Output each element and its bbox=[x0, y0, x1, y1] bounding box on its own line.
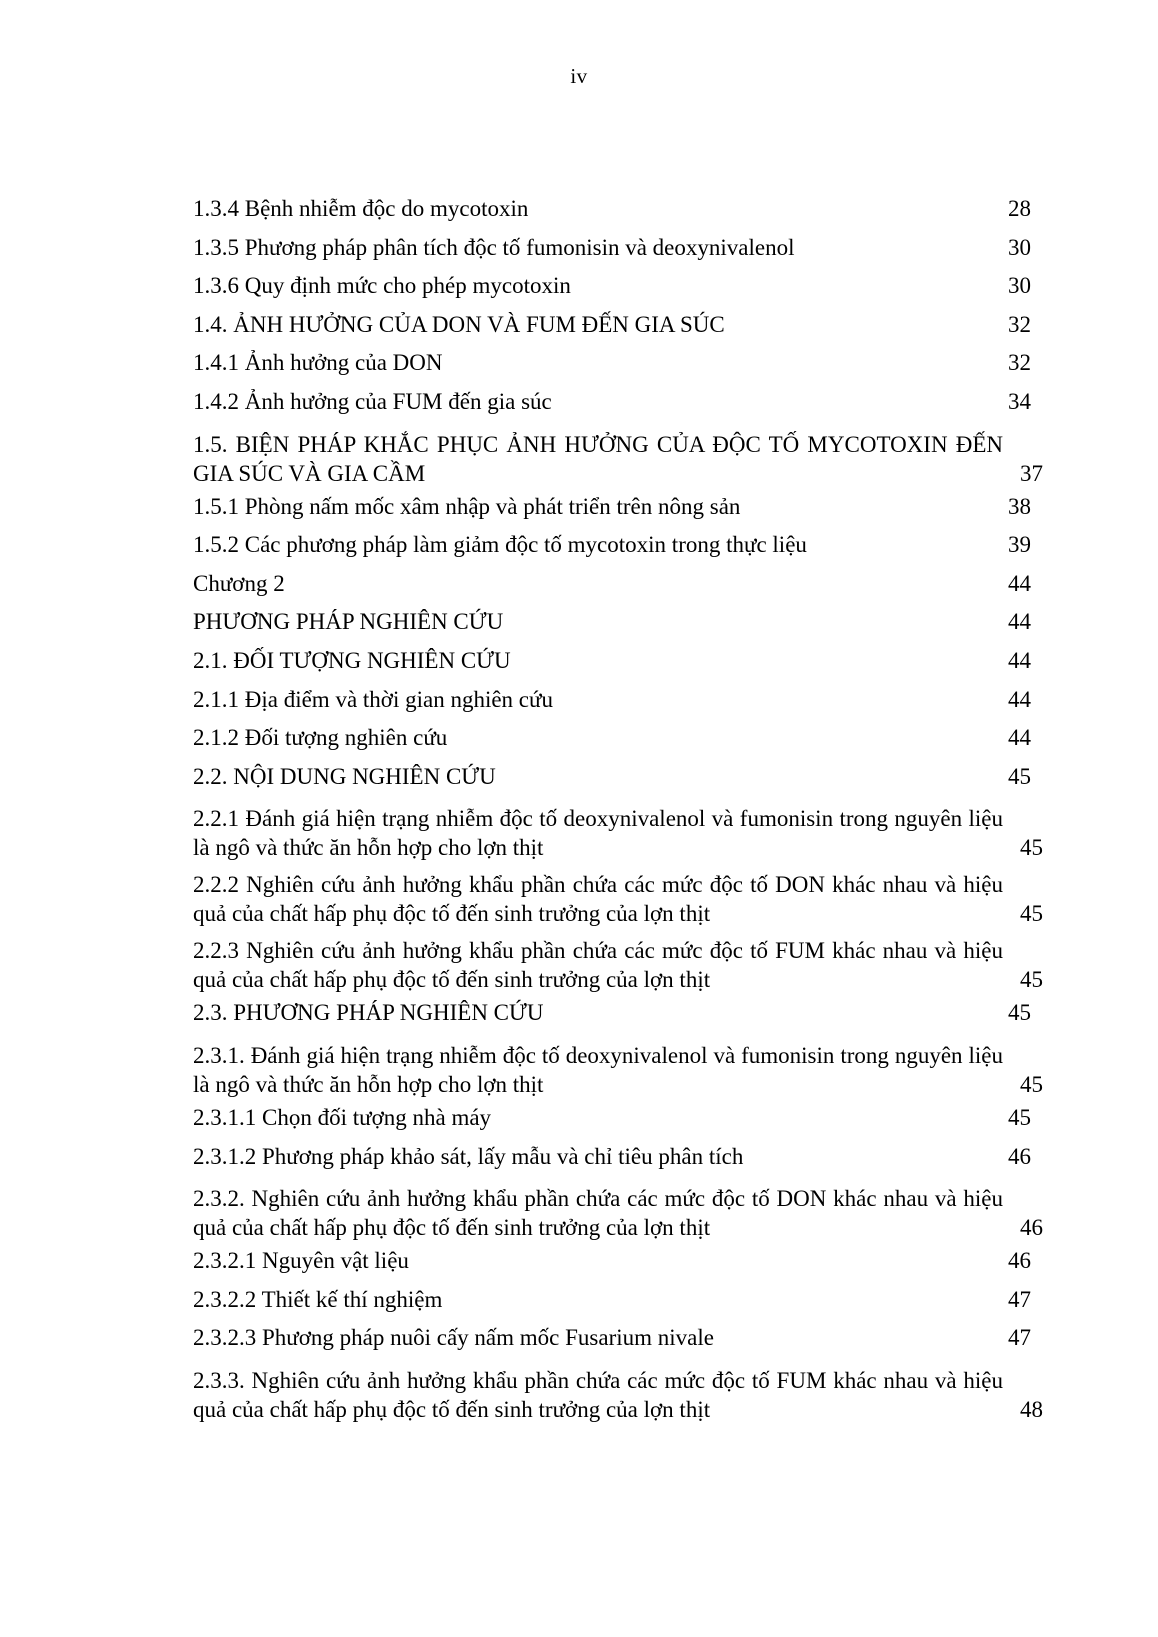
toc-entry-title: 2.3.2.3 Phương pháp nuôi cấy nấm mốc Fusarium nivale bbox=[193, 1325, 714, 1351]
toc-entry-title: 1.4.1 Ảnh hưởng của DON bbox=[193, 350, 443, 376]
toc-entry-title: 1.4.2 Ảnh hưởng của FUM đến gia súc bbox=[193, 388, 552, 414]
toc-entry-page-number: 47 bbox=[1008, 1286, 1031, 1312]
toc-entry-title: 2.3.1. Đánh giá hiện trạng nhiễm độc tố deoxynivalenol và fumonisin trong nguyên liệu là ngô và thức ăn hỗn hợp cho lợn thịt bbox=[193, 1042, 1003, 1097]
toc-entry-page-number: 44 bbox=[1008, 725, 1031, 751]
toc-entry-page-number: 46 bbox=[1008, 1248, 1031, 1274]
toc-entry-page-number: 45 bbox=[1008, 1000, 1031, 1026]
toc-entry-page-number: 45 bbox=[1020, 901, 1043, 927]
toc-entry[interactable] bbox=[193, 383, 1031, 422]
toc-entry[interactable] bbox=[193, 1033, 1043, 1099]
toc-entry[interactable] bbox=[193, 306, 1031, 345]
toc-entry-page-number: 37 bbox=[1020, 460, 1043, 486]
toc-entry-title: 2.2.1 Đánh giá hiện trạng nhiễm độc tố deoxynivalenol và fumonisin trong nguyên liệu là ngô và thức ăn hỗn hợp cho lợn thịt bbox=[193, 806, 1003, 861]
toc-entry-title: 2.3.2. Nghiên cứu ảnh hưởng khẩu phần chứa các mức độc tố DON khác nhau và hiệu quả của chất hấp phụ độc tố đến sinh trưởng của lợn thịt bbox=[193, 1186, 1003, 1241]
toc-entry-page-number: 45 bbox=[1008, 763, 1031, 789]
toc-entry-title: 1.3.4 Bệnh nhiễm độc do mycotoxin bbox=[193, 196, 529, 221]
toc-entry[interactable] bbox=[193, 994, 1031, 1033]
toc-entry-page-number: 46 bbox=[1008, 1143, 1031, 1169]
toc-entry-page-number: 45 bbox=[1008, 1104, 1031, 1130]
toc-entry[interactable] bbox=[193, 1281, 1031, 1320]
toc-entry[interactable] bbox=[193, 719, 1031, 758]
toc-entry-page-number: 44 bbox=[1008, 609, 1031, 635]
toc-entry[interactable] bbox=[193, 862, 1043, 928]
toc-entry-title: 2.2.3 Nghiên cứu ảnh hưởng khẩu phần chứa các mức độc tố FUM khác nhau và hiệu quả của chất hấp phụ độc tố đến sinh trưởng của lợn thịt bbox=[193, 938, 1003, 993]
toc-entry-page-number: 28 bbox=[1008, 196, 1031, 221]
toc-entry-title: 1.5. BIỆN PHÁP KHẮC PHỤC ẢNH HƯỞNG CỦA ĐỘC TỐ MYCOTOXIN ĐẾN GIA SÚC VÀ GIA CẦM bbox=[193, 431, 1003, 486]
toc-entry-title: 2.1. ĐỐI TƯỢNG NGHIÊN CỨU bbox=[193, 647, 511, 673]
toc-entry[interactable] bbox=[193, 488, 1031, 527]
toc-entry[interactable] bbox=[193, 267, 1031, 306]
toc-entry-page-number: 44 bbox=[1008, 570, 1031, 596]
toc-entry-title: 1.5.1 Phòng nấm mốc xâm nhập và phát triển trên nông sản bbox=[193, 493, 741, 519]
toc-entry-title: 2.3. PHƯƠNG PHÁP NGHIÊN CỨU bbox=[193, 1000, 544, 1026]
toc-entry-page-number: 45 bbox=[1020, 835, 1043, 861]
toc-entry-page-number: 38 bbox=[1008, 493, 1031, 519]
toc-entry-title: 1.3.6 Quy định mức cho phép mycotoxin bbox=[193, 273, 571, 299]
toc-entry[interactable] bbox=[193, 190, 1031, 229]
toc-entry-title: PHƯƠNG PHÁP NGHIÊN CỨU bbox=[193, 609, 504, 635]
toc-entry[interactable] bbox=[193, 1099, 1031, 1138]
toc-entry-page-number: 32 bbox=[1008, 311, 1031, 337]
toc-entry-page-number: 44 bbox=[1008, 686, 1031, 712]
toc-entry[interactable] bbox=[193, 1242, 1031, 1281]
toc-entry[interactable] bbox=[193, 681, 1031, 720]
toc-entry[interactable] bbox=[193, 642, 1031, 681]
toc-entry-title: 2.3.2.2 Thiết kế thí nghiệm bbox=[193, 1286, 443, 1312]
toc-entry-title: 2.2.2 Nghiên cứu ảnh hưởng khẩu phần chứa các mức độc tố DON khác nhau và hiệu quả của chất hấp phụ độc tố đến sinh trưởng của lợn thịt bbox=[193, 872, 1003, 927]
toc-entry-title: 2.2. NỘI DUNG NGHIÊN CỨU bbox=[193, 763, 496, 789]
toc-entry-page-number: 30 bbox=[1008, 234, 1031, 260]
toc-entry-title: 1.5.2 Các phương pháp làm giảm độc tố mycotoxin trong thực liệu bbox=[193, 532, 807, 558]
toc-entry-title: 1.4. ẢNH HƯỞNG CỦA DON VÀ FUM ĐẾN GIA SÚC bbox=[193, 311, 725, 337]
page-number: iv bbox=[570, 64, 588, 88]
toc-entry[interactable] bbox=[193, 229, 1031, 268]
toc-entry-title: 2.3.1.2 Phương pháp khảo sát, lấy mẫu và chỉ tiêu phân tích bbox=[193, 1143, 744, 1169]
toc-entry-page-number: 44 bbox=[1008, 647, 1031, 673]
toc-entry-page-number: 30 bbox=[1008, 273, 1031, 299]
toc-entry-page-number: 47 bbox=[1008, 1325, 1031, 1351]
toc-entry[interactable] bbox=[193, 565, 1031, 604]
toc-entry-page-number: 45 bbox=[1020, 1071, 1043, 1097]
toc-entry[interactable] bbox=[193, 1319, 1031, 1358]
toc-entry[interactable] bbox=[193, 526, 1031, 565]
toc-entry-title: 2.3.3. Nghiên cứu ảnh hưởng khẩu phần chứa các mức độc tố FUM khác nhau và hiệu quả của chất hấp phụ độc tố đến sinh trưởng của lợn thịt bbox=[193, 1367, 1003, 1422]
toc-entry[interactable] bbox=[193, 603, 1031, 642]
toc-entry[interactable] bbox=[193, 758, 1031, 797]
toc-entry[interactable] bbox=[193, 928, 1043, 994]
toc-entry[interactable] bbox=[193, 1138, 1031, 1177]
toc-entry[interactable] bbox=[193, 1176, 1043, 1242]
toc-entry-page-number: 45 bbox=[1020, 967, 1043, 993]
toc-entry-title: Chương 2 bbox=[193, 570, 285, 596]
toc-entry-page-number: 34 bbox=[1008, 388, 1031, 414]
toc-entry-page-number: 48 bbox=[1020, 1396, 1043, 1422]
toc-entry[interactable] bbox=[193, 344, 1031, 383]
toc-entry-title: 2.1.1 Địa điểm và thời gian nghiên cứu bbox=[193, 686, 553, 712]
toc-entry-title: 1.3.5 Phương pháp phân tích độc tố fumonisin và deoxynivalenol bbox=[193, 234, 795, 260]
toc-entry-title: 2.1.2 Đối tượng nghiên cứu bbox=[193, 725, 448, 751]
toc-entry-page-number: 39 bbox=[1008, 532, 1031, 558]
toc-entry-title: 2.3.2.1 Nguyên vật liệu bbox=[193, 1248, 409, 1274]
toc-entry-page-number: 32 bbox=[1008, 350, 1031, 376]
toc-entry[interactable] bbox=[193, 1358, 1043, 1424]
toc-entry-page-number: 46 bbox=[1020, 1215, 1043, 1241]
toc-entry-title: 2.3.1.1 Chọn đối tượng nhà máy bbox=[193, 1104, 492, 1130]
table-of-contents bbox=[193, 190, 1043, 1424]
toc-entry[interactable] bbox=[193, 796, 1043, 862]
toc-entry[interactable] bbox=[193, 422, 1043, 488]
